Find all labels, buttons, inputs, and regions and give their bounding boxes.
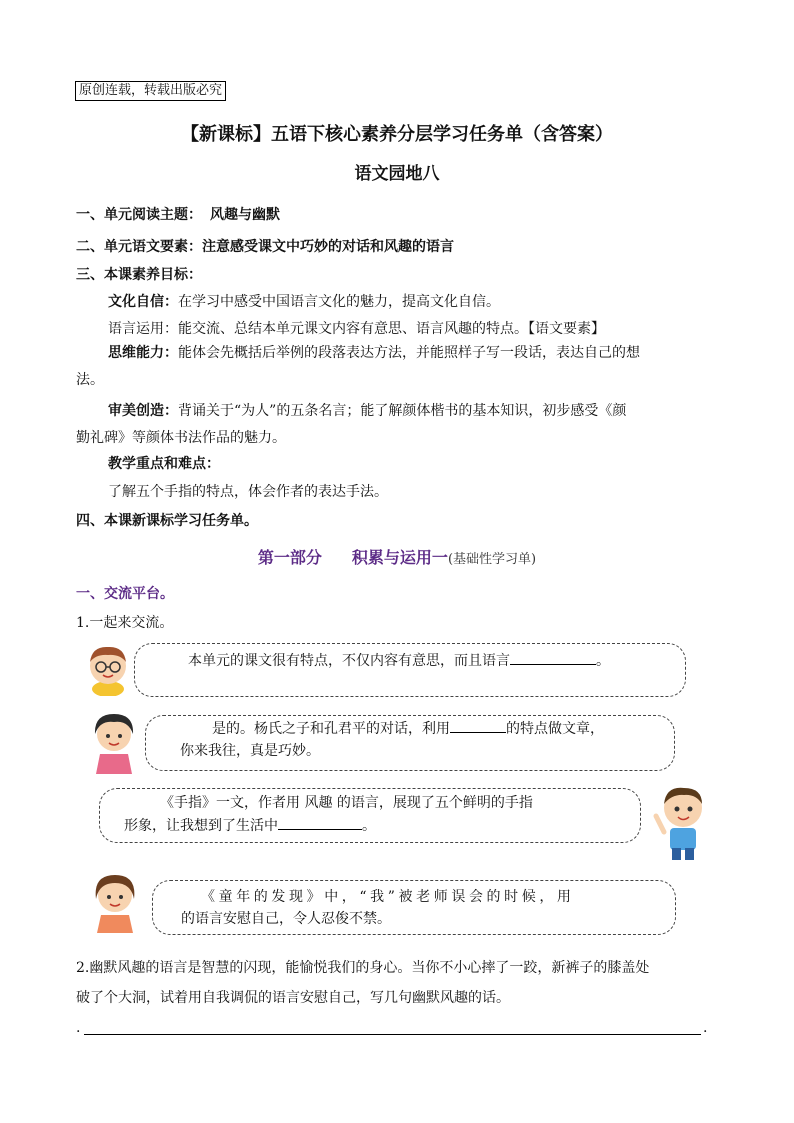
exchange-platform-title: 一、交流平台。 xyxy=(76,586,174,602)
answer-line[interactable] xyxy=(84,1034,701,1035)
lesson-subtitle: 语文园地八 xyxy=(354,164,440,184)
goal-aesthetic-label: 审美创造： xyxy=(108,403,178,419)
copyright-stamp: 原创连载，转载出版必究 xyxy=(75,81,226,101)
question-2-line-1: 2.幽默风趣的语言是智慧的闪现，能愉悦我们的身心。当你不小心摔了一跤，新裤子的膝盖处 xyxy=(76,960,650,976)
goal-language xyxy=(108,318,605,338)
goal-language-label: 语言运用： xyxy=(108,321,178,337)
goal-culture-text: 在学习中感受中国语言文化的魅力，提高文化自信。 xyxy=(178,294,500,310)
bubble-3-line-2: 形象，让我想到了生活中 。 xyxy=(124,815,376,837)
bubble-3-line-1: 《手指》一文，作者用 风趣 的语言，展现了五个鲜明的手指 xyxy=(160,795,533,811)
reading-theme-value: 风趣与幽默 xyxy=(210,207,280,223)
question-2-line-2: 破了个大洞，试着用自我调侃的语言安慰自己，写几句幽默风趣的话。 xyxy=(76,990,510,1006)
answer-line-dot-left: . xyxy=(76,1020,81,1036)
goal-language-text: 能交流、总结本单元课文内容有意思、语言风趣的特点。【语文要素】 xyxy=(178,321,605,337)
goal-aesthetic-continued: 勤礼碑》等颜体书法作品的魅力。 xyxy=(76,430,286,446)
key-points-text: 了解五个手指的特点，体会作者的表达手法。 xyxy=(108,484,388,500)
speech-bubble-3 xyxy=(99,788,641,843)
goal-thinking-text: 能体会先概括后举例的段落表达方法，并能照样子写一段话，表达自己的想 xyxy=(178,345,640,361)
part-label: 第一部分 xyxy=(257,548,322,567)
bubble-4-line-1: 《童年的发现》中，“我”被老师误会的时候，用 xyxy=(201,889,575,905)
goal-culture-label: 文化自信： xyxy=(108,294,178,310)
bubble-1-text: 本单元的课文很有特点，不仅内容有意思，而且语言 。 xyxy=(188,650,610,672)
page-title: 【新课标】五语下核心素养分层学习任务单（含答案） xyxy=(181,124,613,145)
section-language-element: 二、单元语文要素：注意感受课文中巧妙的对话和风趣的语言 xyxy=(76,239,454,255)
goal-culture xyxy=(108,291,500,311)
answer-blank[interactable] xyxy=(510,650,596,665)
part-note: (基础性学习单) xyxy=(447,552,537,567)
reading-theme-label: 一、单元阅读主题： xyxy=(76,207,202,223)
part-name: 积累与运用一 xyxy=(351,548,448,567)
goal-aesthetic xyxy=(108,400,626,420)
question-1: 1.一起来交流。 xyxy=(76,615,174,631)
part-heading xyxy=(0,545,794,568)
bubble-4-line-2: 的语言安慰自己，令人忍俊不禁。 xyxy=(181,911,391,927)
section-reading-theme xyxy=(76,204,280,224)
key-points-label: 教学重点和难点： xyxy=(108,456,220,472)
section-task-sheet: 四、本课新课标学习任务单。 xyxy=(76,513,258,529)
goal-aesthetic-text: 背诵关于“为人”的五条名言；能了解颜体楷书的基本知识，初步感受《颜 xyxy=(178,403,627,419)
answer-blank[interactable] xyxy=(278,815,362,830)
answer-line-dot-right: . xyxy=(703,1020,708,1036)
girl-illustration xyxy=(86,706,142,776)
goal-thinking xyxy=(108,342,640,362)
answer-blank[interactable] xyxy=(450,718,506,733)
speech-bubble-1 xyxy=(134,643,686,697)
speech-bubble-4 xyxy=(152,880,676,935)
goal-thinking-label: 思维能力： xyxy=(108,345,178,361)
bubble-2-line-1: 是的。杨氏之子和孔君平的对话，利用 的特点做文章， xyxy=(212,718,604,740)
bubble-2-line-2: 你来我往，真是巧妙。 xyxy=(180,743,320,759)
speech-bubble-2 xyxy=(145,715,675,771)
short-hair-girl-illustration xyxy=(87,869,143,935)
boy-pointing-illustration xyxy=(652,782,714,864)
goal-thinking-continued: 法。 xyxy=(76,372,104,388)
boy-with-glasses-illustration xyxy=(80,642,136,696)
section-goals-heading: 三、本课素养目标： xyxy=(76,267,202,283)
